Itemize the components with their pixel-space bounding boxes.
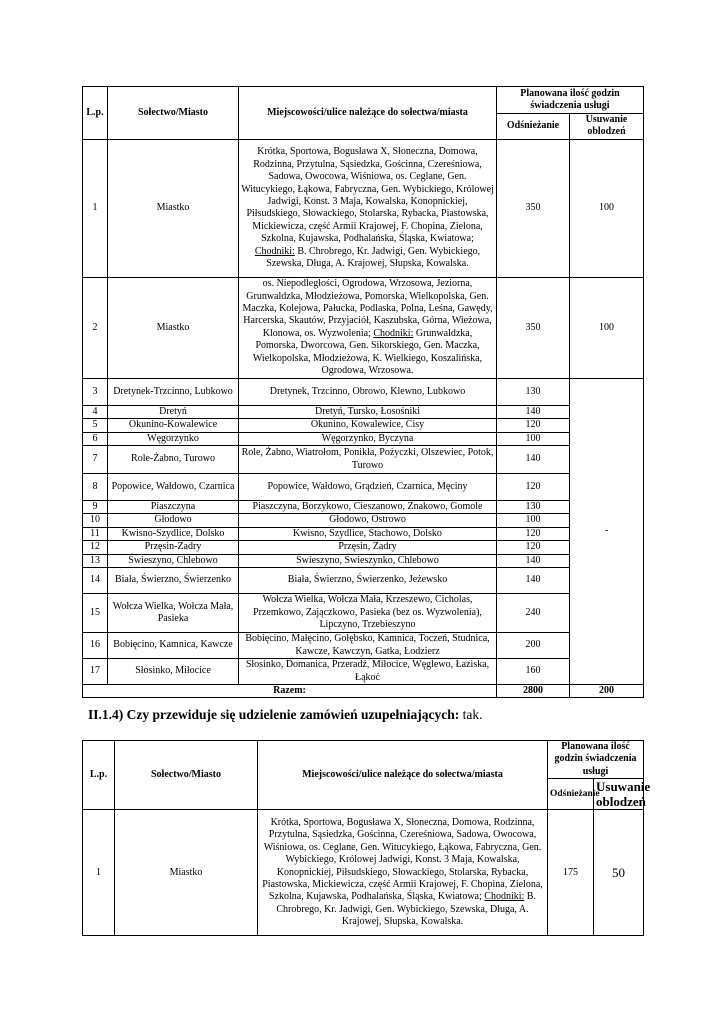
table-row: [83, 432, 644, 445]
table-row: [83, 514, 644, 527]
row-odsniezanie: 240: [497, 594, 570, 633]
row-lp: 11: [83, 527, 108, 540]
row-lp: 9: [83, 501, 108, 514]
total-label: Razem:: [83, 685, 497, 698]
row-usuwanie: 50: [594, 810, 644, 936]
row-streets: Popowice, Wałdowo, Grądzień, Czarnica, Męciny: [239, 474, 497, 501]
section-heading: [88, 707, 482, 723]
table-row: [83, 139, 644, 277]
row-odsniezanie: 350: [497, 139, 570, 277]
row-lp: 6: [83, 432, 108, 445]
row-odsniezanie: 120: [497, 541, 570, 554]
row-odsniezanie: 350: [497, 277, 570, 378]
row-odsniezanie: 100: [497, 514, 570, 527]
section-answer: tak.: [459, 707, 483, 722]
row-odsniezanie: 140: [497, 405, 570, 418]
table-row: [83, 810, 644, 936]
row-lp: 5: [83, 419, 108, 432]
row-lp: 17: [83, 659, 108, 685]
header-planowana: Planowana ilość godzin świadczenia usługi: [548, 741, 644, 779]
row-streets: Piaszczyna, Borzykowo, Cieszanowo, Znakowo, Gomole: [239, 501, 497, 514]
row-name: Świeszyno, Chlebowo: [108, 554, 239, 567]
total-odsniezanie: 2800: [497, 685, 570, 698]
row-streets: Krótka, Sportowa, Bogusława X, Słoneczna, Domowa, Rodzinna, Przytulna, Sąsiedzka, Gościnna, Czereśniowa, Sadowa, Owocowa, Wiśniowa, os. Ceglane, Gen. Witucykiego, Łąkowa, Fabryczna, Gen. Wybickiego, Królowej Jadwigi, Konst. 3 Maja, Kowalska, Konopnickiej, Piłsudskiego, Słowackiego, Stolarska, Rybacka, Piastowska, Mickiewicza, część Armii Krajowej, F. Chopina, Zielona, Szkolna, Kujawska, Podhalańska, Śląska, Kwiatowa; Chodniki: B. Chrobrego, Kr. Jadwigi, Gen. Wybickiego, Szewska, Długa, A. Krajowej, Słupska, Kowalska.: [258, 810, 548, 936]
table-row: [83, 594, 644, 633]
row-odsniezanie: 140: [497, 568, 570, 594]
row-odsniezanie: 130: [497, 378, 570, 405]
table-row: [83, 554, 644, 567]
supplementary-hours-table: [82, 740, 651, 936]
section-question: II.1.4) Czy przewiduje się udzielenie zamówień uzupełniających:: [88, 707, 460, 722]
row-name: Bobięcino, Kamnica, Kawcze: [108, 633, 239, 659]
table-row: [83, 405, 644, 418]
row-lp: 4: [83, 405, 108, 418]
row-name: Role-Żabno, Turowo: [108, 446, 239, 474]
row-streets: Kwisno, Szydlice, Stachowo, Dolsko: [239, 527, 497, 540]
table-row: [83, 568, 644, 594]
header-solectwo: Sołectwo/Miasto: [115, 741, 258, 810]
row-usuwanie: 100: [570, 277, 644, 378]
row-lp: 12: [83, 541, 108, 554]
row-streets: Przęsin, Zadry: [239, 541, 497, 554]
row-odsniezanie: 175: [548, 810, 594, 936]
merged-usuwanie: -: [570, 378, 644, 684]
row-name: Przęsin-Zadry: [108, 541, 239, 554]
table-row: [83, 501, 644, 514]
row-streets: Bobięcino, Małęcino, Gołębsko, Kamnica, Toczeń, Studnica, Kawcze, Kawczyn, Gatka, Łodzierz: [239, 633, 497, 659]
table-row: [83, 474, 644, 501]
row-lp: 3: [83, 378, 108, 405]
row-name: Biała, Świerzno, Świerzenko: [108, 568, 239, 594]
row-odsniezanie: 160: [497, 659, 570, 685]
row-lp: 8: [83, 474, 108, 501]
row-name: Popowice, Wałdowo, Czarnica: [108, 474, 239, 501]
header-miejscowosci: Miejscowości/ulice należące do sołectwa/miasta: [239, 87, 497, 140]
row-streets: Głodowo, Ostrowo: [239, 514, 497, 527]
row-lp: 15: [83, 594, 108, 633]
row-lp: 13: [83, 554, 108, 567]
row-lp: 1: [83, 810, 115, 936]
row-name: Miastko: [115, 810, 258, 936]
hours-table: [82, 86, 644, 698]
row-odsniezanie: 140: [497, 446, 570, 474]
row-name: Piaszczyna: [108, 501, 239, 514]
row-name: Okunino-Kowalewice: [108, 419, 239, 432]
row-lp: 7: [83, 446, 108, 474]
row-lp: 10: [83, 514, 108, 527]
table-row: [83, 378, 644, 405]
row-streets: Krótka, Sportowa, Bogusława X, Słoneczna, Domowa, Rodzinna, Przytulna, Sąsiedzka, Gościnna, Czereśniowa, Sadowa, Owocowa, Wiśniowa, os. Ceglane, Gen. Witucykiego, Łąkowa, Fabryczna, Gen. Wybickiego, Królowej Jadwigi, Konst. 3 Maja, Kowalska, Konopnickiej, Piłsudskiego, Słowackiego, Stolarska, Rybacka, Piastowska, Mickiewicza, część Armii Krajowej, F. Chopina, Zielona, Szkolna, Kujawska, Podhalańska, Śląska, Kwiatowa; Chodniki: B. Chrobrego, Kr. Jadwigi, Gen. Wybickiego, Szewska, Długa, A. Krajowej, Słupska, Kowalska.: [239, 139, 497, 277]
header-miejscowosci: Miejscowości/ulice należące do sołectwa/miasta: [258, 741, 548, 810]
row-streets: Role, Żabno, Wiatrołom, Ponikła, Pożyczki, Olszewiec, Potok, Turowo: [239, 446, 497, 474]
table-row: [83, 527, 644, 540]
row-name: Kwisno-Szydlice, Dolsko: [108, 527, 239, 540]
row-streets: Okunino, Kowalewice, Cisy: [239, 419, 497, 432]
row-streets: Biała, Świerzno, Świerzenko, Jeżewsko: [239, 568, 497, 594]
header-lp: L.p.: [83, 741, 115, 810]
row-lp: 1: [83, 139, 108, 277]
row-name: Głodowo: [108, 514, 239, 527]
row-name: Dretynek-Trzcinno, Lubkowo: [108, 378, 239, 405]
table-row: [83, 419, 644, 432]
row-usuwanie: 100: [570, 139, 644, 277]
row-odsniezanie: 200: [497, 633, 570, 659]
row-odsniezanie: 120: [497, 419, 570, 432]
row-name: Miastko: [108, 277, 239, 378]
row-streets: Węgorzynko, Byczyna: [239, 432, 497, 445]
row-lp: 2: [83, 277, 108, 378]
row-streets: Dretynek, Trzcinno, Obrowo, Klewno, Lubkowo: [239, 378, 497, 405]
table-row: [83, 633, 644, 659]
header-solectwo: Sołectwo/Miasto: [108, 87, 239, 140]
header-odsniezanie: Odśnieżanie: [497, 114, 570, 140]
row-streets: Wołcza Wielka, Wołcza Mała, Krzeszewo, Cicholas, Przemkowo, Zajączkowo, Pasieka (bez os. Wyzwolenia), Lipczyno, Trzebieszyno: [239, 594, 497, 633]
row-lp: 16: [83, 633, 108, 659]
header-lp: L.p.: [83, 87, 108, 140]
row-streets: Świeszyno, Świeszynko, Chlebowo: [239, 554, 497, 567]
row-name: Słosinko, Miłocice: [108, 659, 239, 685]
row-name: Miastko: [108, 139, 239, 277]
table-row: [83, 446, 644, 474]
row-name: Węgorzynko: [108, 432, 239, 445]
row-odsniezanie: 120: [497, 474, 570, 501]
total-usuwanie: 200: [570, 685, 644, 698]
row-streets: Słosinko, Domanica, Przeradź, Miłocice, Węglewo, Łaziska, Łąkoć: [239, 659, 497, 685]
header-planowana: Planowana ilość godzin świadczenia usługi: [497, 87, 644, 114]
row-name: Wołcza Wielka, Wołcza Mała, Pasieka: [108, 594, 239, 633]
row-name: Dretyń: [108, 405, 239, 418]
header-odsniezanie: Odśnieżanie: [548, 779, 594, 810]
row-streets: Dretyń, Tursko, Łosośniki: [239, 405, 497, 418]
row-lp: 14: [83, 568, 108, 594]
header-usuwanie: Usuwanie oblodzeń: [594, 779, 644, 810]
row-odsniezanie: 120: [497, 527, 570, 540]
row-odsniezanie: 130: [497, 501, 570, 514]
row-odsniezanie: 140: [497, 554, 570, 567]
table-row: [83, 659, 644, 685]
table-row: [83, 541, 644, 554]
header-usuwanie: Usuwanie oblodzeń: [570, 114, 644, 140]
table-row: [83, 277, 644, 378]
row-streets: os. Niepodległości, Ogrodowa, Wrzosowa, Jeziorna, Grunwaldzka, Młodzieżowa, Pomorska, Wielkopolska, Gen. Maczka, Kolejowa, Pałucka, Podlaska, Polna, Leśna, Gawędy, Harcerska, Skautów, Przyjaciół, Kaszubska, Górna, Wieżowa, Klonowa, os. Wyzwolenia; Chodniki: Grunwaldzka, Pomorska, Dworcowa, Gen. Sikorskiego, Gen. Maczka, Wielkopolska, Młodzieżowa, K. Wielkiego, Koszalińska, Ogrodowa, Wrzosowa.: [239, 277, 497, 378]
total-row: [83, 685, 644, 698]
row-odsniezanie: 100: [497, 432, 570, 445]
